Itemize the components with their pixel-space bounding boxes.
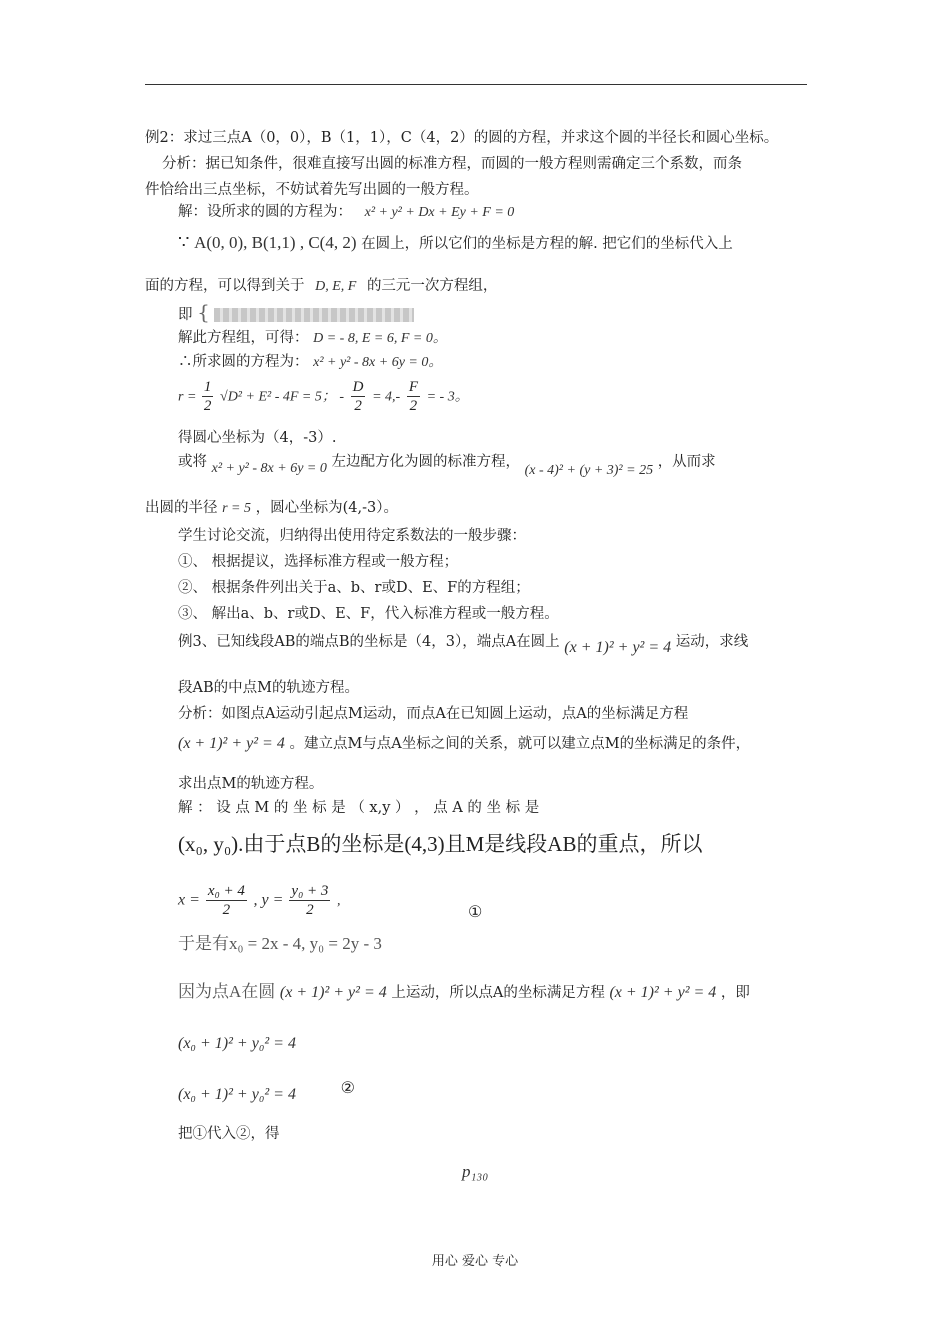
den: 2 bbox=[409, 398, 418, 414]
analysis-line-1: 分析：据已知条件，很难直接写出圆的标准方程，而圆的一般方程则需确定三个系数，而条 bbox=[162, 156, 742, 172]
num: 1 bbox=[203, 379, 212, 395]
step-2: ②、 根据条件列出关于a、b、r或D、E、F的方程组； bbox=[178, 580, 530, 596]
because-symbol: ∵ bbox=[178, 232, 190, 252]
text: 解此方程组，可得： bbox=[178, 330, 309, 346]
fraction-y bbox=[289, 882, 330, 919]
math: D, E, F bbox=[315, 279, 357, 294]
brace-icon: { bbox=[197, 300, 210, 324]
because-line bbox=[178, 232, 733, 254]
comma: , bbox=[337, 893, 341, 909]
num: y₀ + 3 bbox=[291, 883, 329, 899]
fraction-f bbox=[407, 378, 420, 415]
text: ，即 bbox=[720, 985, 750, 1001]
text: 解：设所求的圆的方程为： bbox=[178, 204, 352, 220]
steps-intro: 学生讨论交流，归纳得出使用待定系数法的一般步骤： bbox=[178, 528, 526, 544]
r-label: r = bbox=[178, 389, 200, 405]
equation-b-line bbox=[178, 1078, 355, 1105]
substitution-line: 于是有x₀ = 2x - 4, y₀ = 2y - 3 bbox=[178, 934, 382, 953]
system-line bbox=[178, 302, 414, 325]
math: r = 5 bbox=[222, 501, 252, 516]
system-intro-line bbox=[145, 276, 497, 297]
text: 。建立点M与点A坐标之间的关系，就可以建立点M的坐标满足的条件， bbox=[289, 736, 751, 752]
analysis-line-2: 件恰给出三点坐标，不妨试着先写出圆的一般方程。 bbox=[145, 182, 479, 198]
header-rule bbox=[145, 84, 807, 85]
text: 运动，求线 bbox=[675, 634, 749, 650]
solve-line bbox=[178, 328, 447, 349]
math: (x + 1)² + y² = 4 bbox=[279, 984, 387, 1001]
standard-eq: (x - 4)² + (y + 3)² = 25 bbox=[524, 463, 654, 478]
circle-condition-line bbox=[178, 982, 750, 1003]
text: 的三元一次方程组， bbox=[366, 278, 498, 294]
solution-line bbox=[178, 202, 514, 223]
num: D bbox=[352, 379, 364, 395]
text: 面的方程，可以得到关于 bbox=[145, 278, 305, 294]
solution3-line-2: (x₀, y₀).由于点B的坐标是(4,3)且M是线段AB的重点，所以 bbox=[178, 832, 703, 856]
eq: = - 3。 bbox=[426, 389, 469, 405]
analysis3-line-2 bbox=[178, 734, 750, 754]
text: ∴所求圆的方程为： bbox=[178, 354, 309, 370]
num: F bbox=[408, 379, 418, 395]
math: (x + 1)² + y² = 4 bbox=[564, 639, 672, 656]
alternative-line bbox=[178, 452, 716, 478]
num: x₀ + 4 bbox=[207, 883, 245, 899]
analysis3-line-1: 分析：如图点A运动引起点M运动，而点A在已知圆上运动，点A的坐标满足方程 bbox=[178, 706, 689, 722]
equation-system-image bbox=[214, 308, 414, 322]
text: 即 bbox=[178, 307, 193, 323]
step-3: ③、 解出a、b、r或D、E、F，代入标准方程或一般方程。 bbox=[178, 606, 559, 622]
math: x² + y² + Dx + Ey + F = 0 bbox=[364, 205, 515, 220]
text: 上运动，所以点A的坐标满足方程 bbox=[391, 985, 605, 1001]
den: 2 bbox=[222, 902, 231, 918]
sqrt-expr: √D² + E² - 4F = 5； - bbox=[220, 389, 345, 405]
den: 2 bbox=[354, 398, 362, 414]
math: D = - 8, E = 6, F = 0。 bbox=[313, 331, 447, 346]
midpoint-formula bbox=[178, 882, 483, 930]
text: 或将 bbox=[178, 454, 207, 470]
math: x² + y² - 8x + 6y = 0。 bbox=[313, 355, 443, 370]
eq: = 4,- bbox=[372, 389, 401, 405]
text: 例3、已知线段AB的端点B的坐标是（4，3），端点A在圆上 bbox=[178, 634, 560, 650]
math: (x + 1)² + y² = 4 bbox=[178, 735, 285, 752]
marker-1: ① bbox=[468, 902, 483, 921]
y-label: , y = bbox=[253, 891, 288, 909]
circle-eq-line bbox=[178, 352, 442, 373]
radius-result-line bbox=[145, 498, 398, 519]
equation-a: (x₀ + 1)² + y₀² = 4 bbox=[178, 1035, 296, 1052]
den: 2 bbox=[306, 902, 314, 918]
text: 左边配方化为圆的标准方程， bbox=[331, 454, 520, 470]
solution3-line-1: 解 ： 设 点 M 的 坐 标 是 （ x,y ） ， 点 A 的 坐 标 是 bbox=[178, 800, 540, 816]
den: 2 bbox=[203, 398, 212, 414]
text: ，圆心坐标为(4,-3）。 bbox=[255, 500, 398, 516]
text: 因为点A在圆 bbox=[178, 982, 276, 1001]
fraction-half bbox=[202, 378, 214, 415]
math: (x + 1)² + y² = 4 bbox=[609, 984, 717, 1001]
equation-b: (x₀ + 1)² + y₀² = 4 bbox=[178, 1086, 296, 1103]
analysis3-line-3: 求出点M的轨迹方程。 bbox=[178, 776, 324, 792]
x-label: x = bbox=[178, 891, 204, 909]
points-math: A(0, 0), B(1,1) , C(4, 2) bbox=[194, 233, 357, 252]
marker-2: ② bbox=[340, 1078, 355, 1097]
fraction-d bbox=[351, 378, 366, 415]
center-line: 得圆心坐标为（4，-3）. bbox=[178, 430, 337, 446]
radius-line bbox=[178, 378, 469, 422]
fraction-x bbox=[206, 882, 247, 919]
text: 出圆的半径 bbox=[145, 500, 218, 516]
page-marker: p₁₃₀ bbox=[462, 1162, 489, 1181]
example3-line-2: 段AB的中点M的轨迹方程。 bbox=[178, 680, 359, 696]
page-footer: 用心 爱心 专心 bbox=[431, 1254, 519, 1269]
step-1: ①、 根据提议，选择标准方程或一般方程； bbox=[178, 554, 459, 570]
text: 在圆上，所以它们的坐标是方程的解. 把它们的坐标代入上 bbox=[361, 236, 733, 252]
example3-title bbox=[178, 632, 749, 656]
text: ，从而求 bbox=[657, 454, 716, 470]
example2-title: 例2：求过三点A（0，0），B（1，1），C（4，2）的圆的方程，并求这个圆的半径长和圆心坐标。 bbox=[145, 130, 779, 146]
math: x² + y² - 8x + 6y = 0 bbox=[211, 461, 327, 476]
substitute-line: 把①代入②，得 bbox=[178, 1126, 280, 1142]
